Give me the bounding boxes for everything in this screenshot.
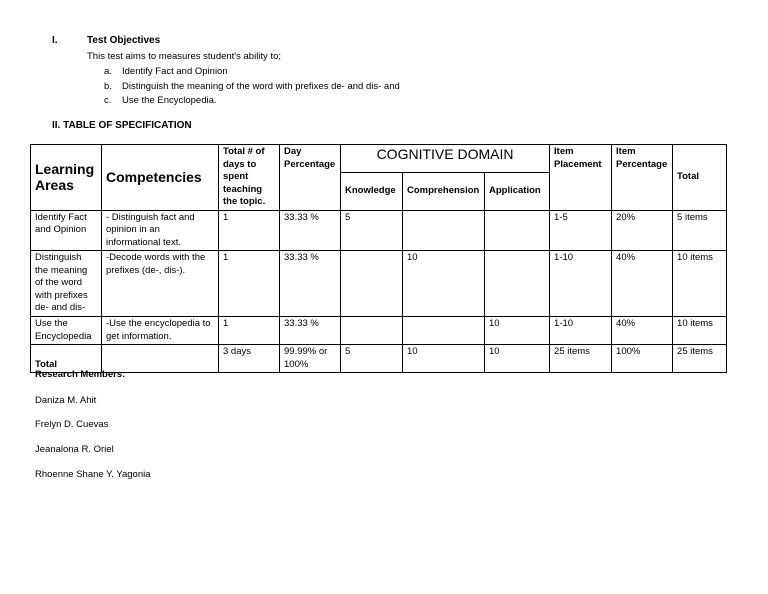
cell-total: 10 items	[673, 251, 727, 317]
cell-application	[485, 210, 550, 251]
cell-knowledge: 5	[341, 345, 403, 373]
member-name: Jeanalona R. Oriel	[35, 444, 114, 455]
objective-text: Identify Fact and Opinion	[122, 66, 228, 77]
table-total-row	[31, 345, 727, 373]
header-day-percentage: Day Percentage	[280, 145, 341, 211]
cell-item-placement: 25 items	[550, 345, 612, 373]
header-learning-areas: Learning Areas	[31, 145, 102, 211]
objectives-intro: This test aims to measures student's ability to;	[87, 51, 282, 62]
header-total: Total	[673, 145, 727, 211]
cell-knowledge: 5	[341, 210, 403, 251]
cell-item-placement: 1-5	[550, 210, 612, 251]
cell-total: 5 items	[673, 210, 727, 251]
cell-competency: - Distinguish fact and opinion in an informational text.	[102, 210, 219, 251]
cell-comprehension: 10	[403, 345, 485, 373]
cell-day-percentage: 33.33 %	[280, 251, 341, 317]
cell-comprehension	[403, 210, 485, 251]
header-application: Application	[485, 173, 550, 210]
specification-table	[30, 144, 727, 373]
cell-comprehension	[403, 317, 485, 345]
header-knowledge: Knowledge	[341, 173, 403, 210]
objective-item	[104, 95, 217, 106]
header-item-percentage: Item Percentage	[612, 145, 673, 211]
cell-days: 1	[219, 210, 280, 251]
cell-knowledge	[341, 317, 403, 345]
objective-item	[104, 66, 228, 77]
member-name: Frelyn D. Cuevas	[35, 419, 109, 430]
cell-comprehension: 10	[403, 251, 485, 317]
cell-area: Distinguish the meaning of the word with prefixes de- and dis-	[31, 251, 102, 317]
objective-letter: b.	[104, 81, 112, 92]
research-members-heading	[35, 369, 125, 380]
cell-knowledge	[341, 251, 403, 317]
header-item-placement: Item Placement	[550, 145, 612, 211]
cell-item-percentage: 40%	[612, 317, 673, 345]
member-name: Rhoenne Shane Y. Yagonia	[35, 469, 151, 480]
cell-day-percentage: 99.99% or 100%	[280, 345, 341, 373]
cell-item-placement: 1-10	[550, 317, 612, 345]
cell-competency: -Use the encyclopedia to get information.	[102, 317, 219, 345]
cell-application	[485, 251, 550, 317]
table-row	[31, 251, 727, 317]
objective-text: Use the Encyclopedia.	[122, 95, 217, 106]
cell-days: 1	[219, 251, 280, 317]
header-cognitive-domain: COGNITIVE DOMAIN	[341, 145, 550, 173]
cell-days: 1	[219, 317, 280, 345]
cell-day-percentage: 33.33 %	[280, 317, 341, 345]
section-title-objectives: Test Objectives	[87, 35, 161, 46]
cell-area: Identify Fact and Opinion	[31, 210, 102, 251]
cell-total: 10 items	[673, 317, 727, 345]
cell-item-placement: 1-10	[550, 251, 612, 317]
section-number: I.	[52, 35, 58, 46]
cell-total-label: Total	[31, 345, 102, 373]
cell-application: 10	[485, 317, 550, 345]
cell-application: 10	[485, 345, 550, 373]
table-row	[31, 210, 727, 251]
objective-letter: c.	[104, 95, 112, 106]
cell-item-percentage: 100%	[612, 345, 673, 373]
cell-total: 25 items	[673, 345, 727, 373]
objective-text: Distinguish the meaning of the word with prefixes de- and dis- and	[122, 81, 400, 92]
objective-item	[104, 81, 400, 92]
section-title-specification: II. TABLE OF SPECIFICATION	[52, 120, 192, 131]
objective-letter: a.	[104, 66, 112, 77]
cell-competency: -Decode words with the prefixes (de-, dis-).	[102, 251, 219, 317]
header-competencies: Competencies	[102, 145, 219, 211]
members-heading-text: Research Members:	[35, 369, 126, 380]
cell-item-percentage: 40%	[612, 251, 673, 317]
header-total-days: Total # of days to spent teaching the topic.	[219, 145, 280, 211]
cell-item-percentage: 20%	[612, 210, 673, 251]
table-row	[31, 317, 727, 345]
table-header-row	[31, 145, 727, 173]
cell-day-percentage: 33.33 %	[280, 210, 341, 251]
header-comprehension: Comprehension	[403, 173, 485, 210]
cell-area: Use the Encyclopedia	[31, 317, 102, 345]
cell-days: 3 days	[219, 345, 280, 373]
member-name: Daniza M. Ahit	[35, 395, 97, 406]
